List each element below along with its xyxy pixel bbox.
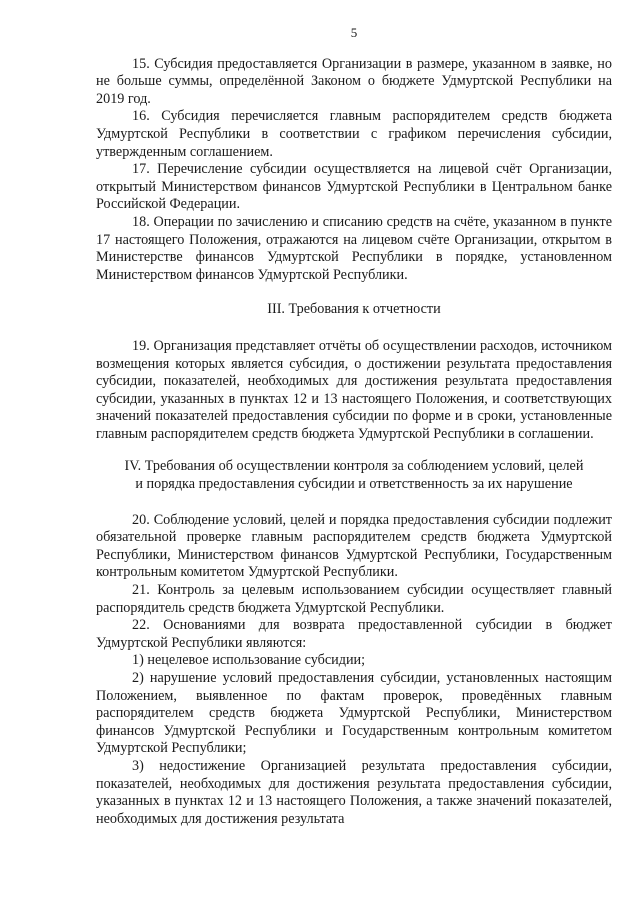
paragraph-19: 19. Организация представляет отчёты об осуществлении расходов, источником возмещения которых является субсидия, о достижении результата предоставления субсидии, показателей, необходимых для достижения результата предоставления субсидии, указанных в пунктах 12 и 13 настоящего Положения, и соответствующих значений показателей предоставления субсидии по форме и в сроки, установленные главным распорядителем средств бюджета Удмуртской Республики в соглашении. [96,337,612,442]
section-4-heading-line-2: и порядка предоставления субсидии и ответственность за их нарушение [135,476,573,493]
list-item-3: 3) недостижение Организацией результата предоставления субсидии, показателей, необходимых для достижения результата предоставления субсидии, указанных в пунктах 12 и 13 настоящего Положения, а также значений показателей, необходимых для достижения результата [96,757,612,827]
paragraph-18: 18. Операции по зачислению и списанию средств на счёте, указанном в пункте 17 настоящего Положения, отражаются на лицевом счёте Организации, открытом в Министерстве финансов Удмуртской Республики в порядке, установленном Министерством финансов Удмуртской Республики. [96,213,612,283]
section-4-heading [96,458,612,493]
document-page [96,24,612,828]
paragraph-15: 15. Субсидия предоставляется Организации в размере, указанном в заявке, но не больше суммы, определённой Законом о бюджете Удмуртской Республики на 2019 год. [96,55,612,107]
paragraph-17: 17. Перечисление субсидии осуществляется на лицевой счёт Организации, открытый Министерством финансов Удмуртской Республики в Центральном банке Российской Федерации. [96,161,612,213]
page-number: 5 [350,25,358,40]
paragraph-21: 21. Контроль за целевым использованием субсидии осуществляет главный распорядитель средств бюджета Удмуртской Республики. [96,582,612,616]
section-3-heading: III. Требования к отчетности [267,301,441,318]
paragraph-16: 16. Субсидия перечисляется главным распорядителем средств бюджета Удмуртской Республики в соответствии с графиком перечисления субсидии, утвержденным соглашением. [96,108,612,160]
section-4-heading-line-1: IV. Требования об осуществлении контроля за соблюдением условий, целей [124,458,584,475]
list-item-2: 2) нарушение условий предоставления субсидии, установленных настоящим Положением, выявленное по фактам проверок, проведённых главным распорядителем средств бюджета Удмуртской Республики, Министерством финансов Удмуртской Республики и Государственным контрольным комитетом Удмуртской Республики; [96,670,612,757]
paragraph-22: 22. Основаниями для возврата предоставленной субсидии в бюджет Удмуртской Республики являются: [96,617,612,651]
list-item-1: 1) нецелевое использование субсидии; [132,652,366,669]
paragraph-20: 20. Соблюдение условий, целей и порядка предоставления субсидии подлежит обязательной проверке главным распорядителем средств бюджета Удмуртской Республики, Министерством финансов Удмуртской Республики, Государственным контрольным комитетом Удмуртской Республики. [96,511,612,581]
